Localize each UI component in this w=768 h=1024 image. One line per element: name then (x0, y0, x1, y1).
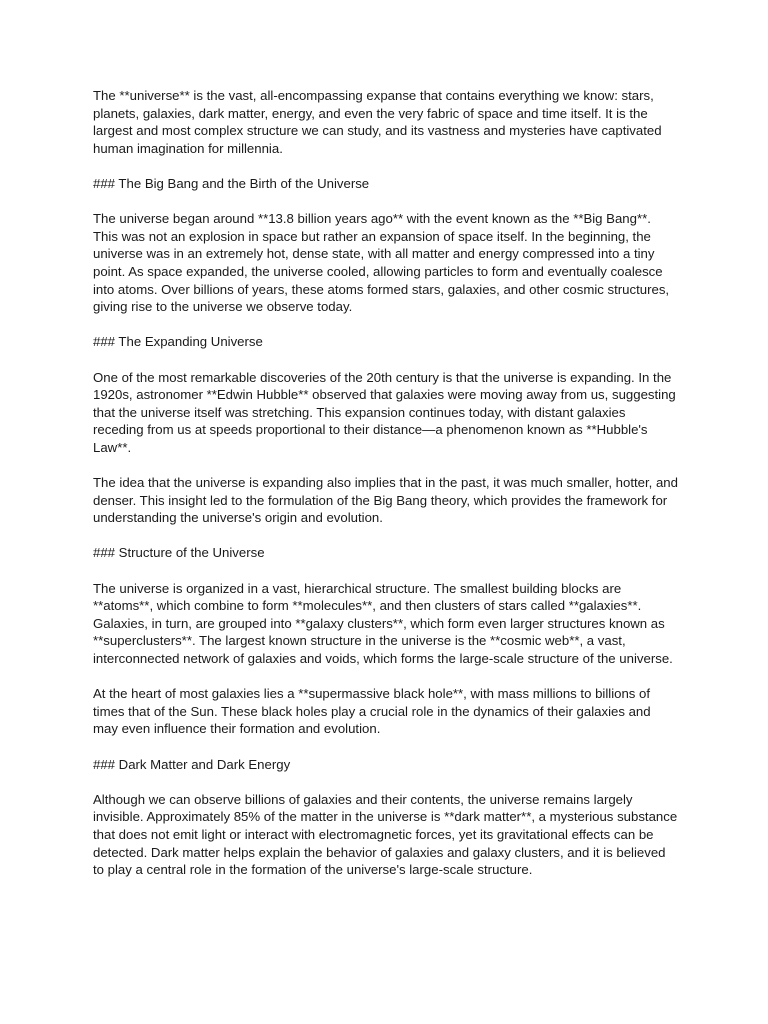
document-page (93, 87, 678, 896)
structure-paragraph-1: The universe is organized in a vast, hierarchical structure. The smallest building blocks are **atoms**, which combine to form **molecules**, and then clusters of stars called **galaxies**. Galaxies, in turn, are grouped into **galaxy clusters**, which form even larger structures known as **superclusters**. The largest known structure in the universe is the **cosmic web**, a vast, interconnected network of galaxies and voids, which forms the large-scale structure of the universe. (93, 580, 673, 666)
big-bang-paragraph: The universe began around **13.8 billion years ago** with the event known as the **Big Bang**. This was not an explosion in space but rather an expansion of space itself. In the beginning, the universe was in an extremely hot, dense state, with all matter and energy compressed into a tiny point. As space expanded, the universe cooled, allowing particles to form and eventually coalesce into atoms. Over billions of years, these atoms formed stars, galaxies, and other cosmic structures, giving rise to the universe we observe today. (93, 211, 670, 315)
structure-paragraph-2: At the heart of most galaxies lies a **supermassive black hole**, with mass millions to billions of times that of the Sun. These black holes play a crucial role in the dynamics of their galaxies and may even influence their formation and evolution. (93, 686, 651, 737)
intro-paragraph: The **universe** is the vast, all-encompassing expanse that contains everything we know: stars, planets, galaxies, dark matter, energy, and even the very fabric of space and time itself. It is the largest and most complex structure we can study, and its vastness and mysteries have captivated human imagination for millennia. (93, 88, 662, 156)
heading-big-bang: ### The Big Bang and the Birth of the Universe (93, 175, 370, 191)
expanding-paragraph-2: The idea that the universe is expanding also implies that in the past, it was much smaller, hotter, and denser. This insight led to the formulation of the Big Bang theory, which provides the framework for understanding the universe's origin and evolution. (93, 475, 678, 526)
heading-dark-matter: ### Dark Matter and Dark Energy (93, 756, 291, 772)
dark-matter-paragraph: Although we can observe billions of galaxies and their contents, the universe remains largely invisible. Approximately 85% of the matter in the universe is **dark matter**, a mysterious substance that does not emit light or interact with electromagnetic forces, yet its gravitational effects can be detected. Dark matter helps explain the behavior of galaxies and galaxy clusters, and it is believed to play a central role in the formation of the universe's large-scale structure. (93, 791, 678, 878)
heading-structure: ### Structure of the Universe (93, 545, 265, 561)
heading-expanding-universe: ### The Expanding Universe (93, 334, 263, 350)
expanding-paragraph-1: One of the most remarkable discoveries of the 20th century is that the universe is expanding. In the 1920s, astronomer **Edwin Hubble** observed that galaxies were moving away from us, suggesting that the universe itself was stretching. This expansion continues today, with distant galaxies receding from us at speeds proportional to their distance—a phenomenon known as **Hubble's Law**. (93, 369, 676, 455)
